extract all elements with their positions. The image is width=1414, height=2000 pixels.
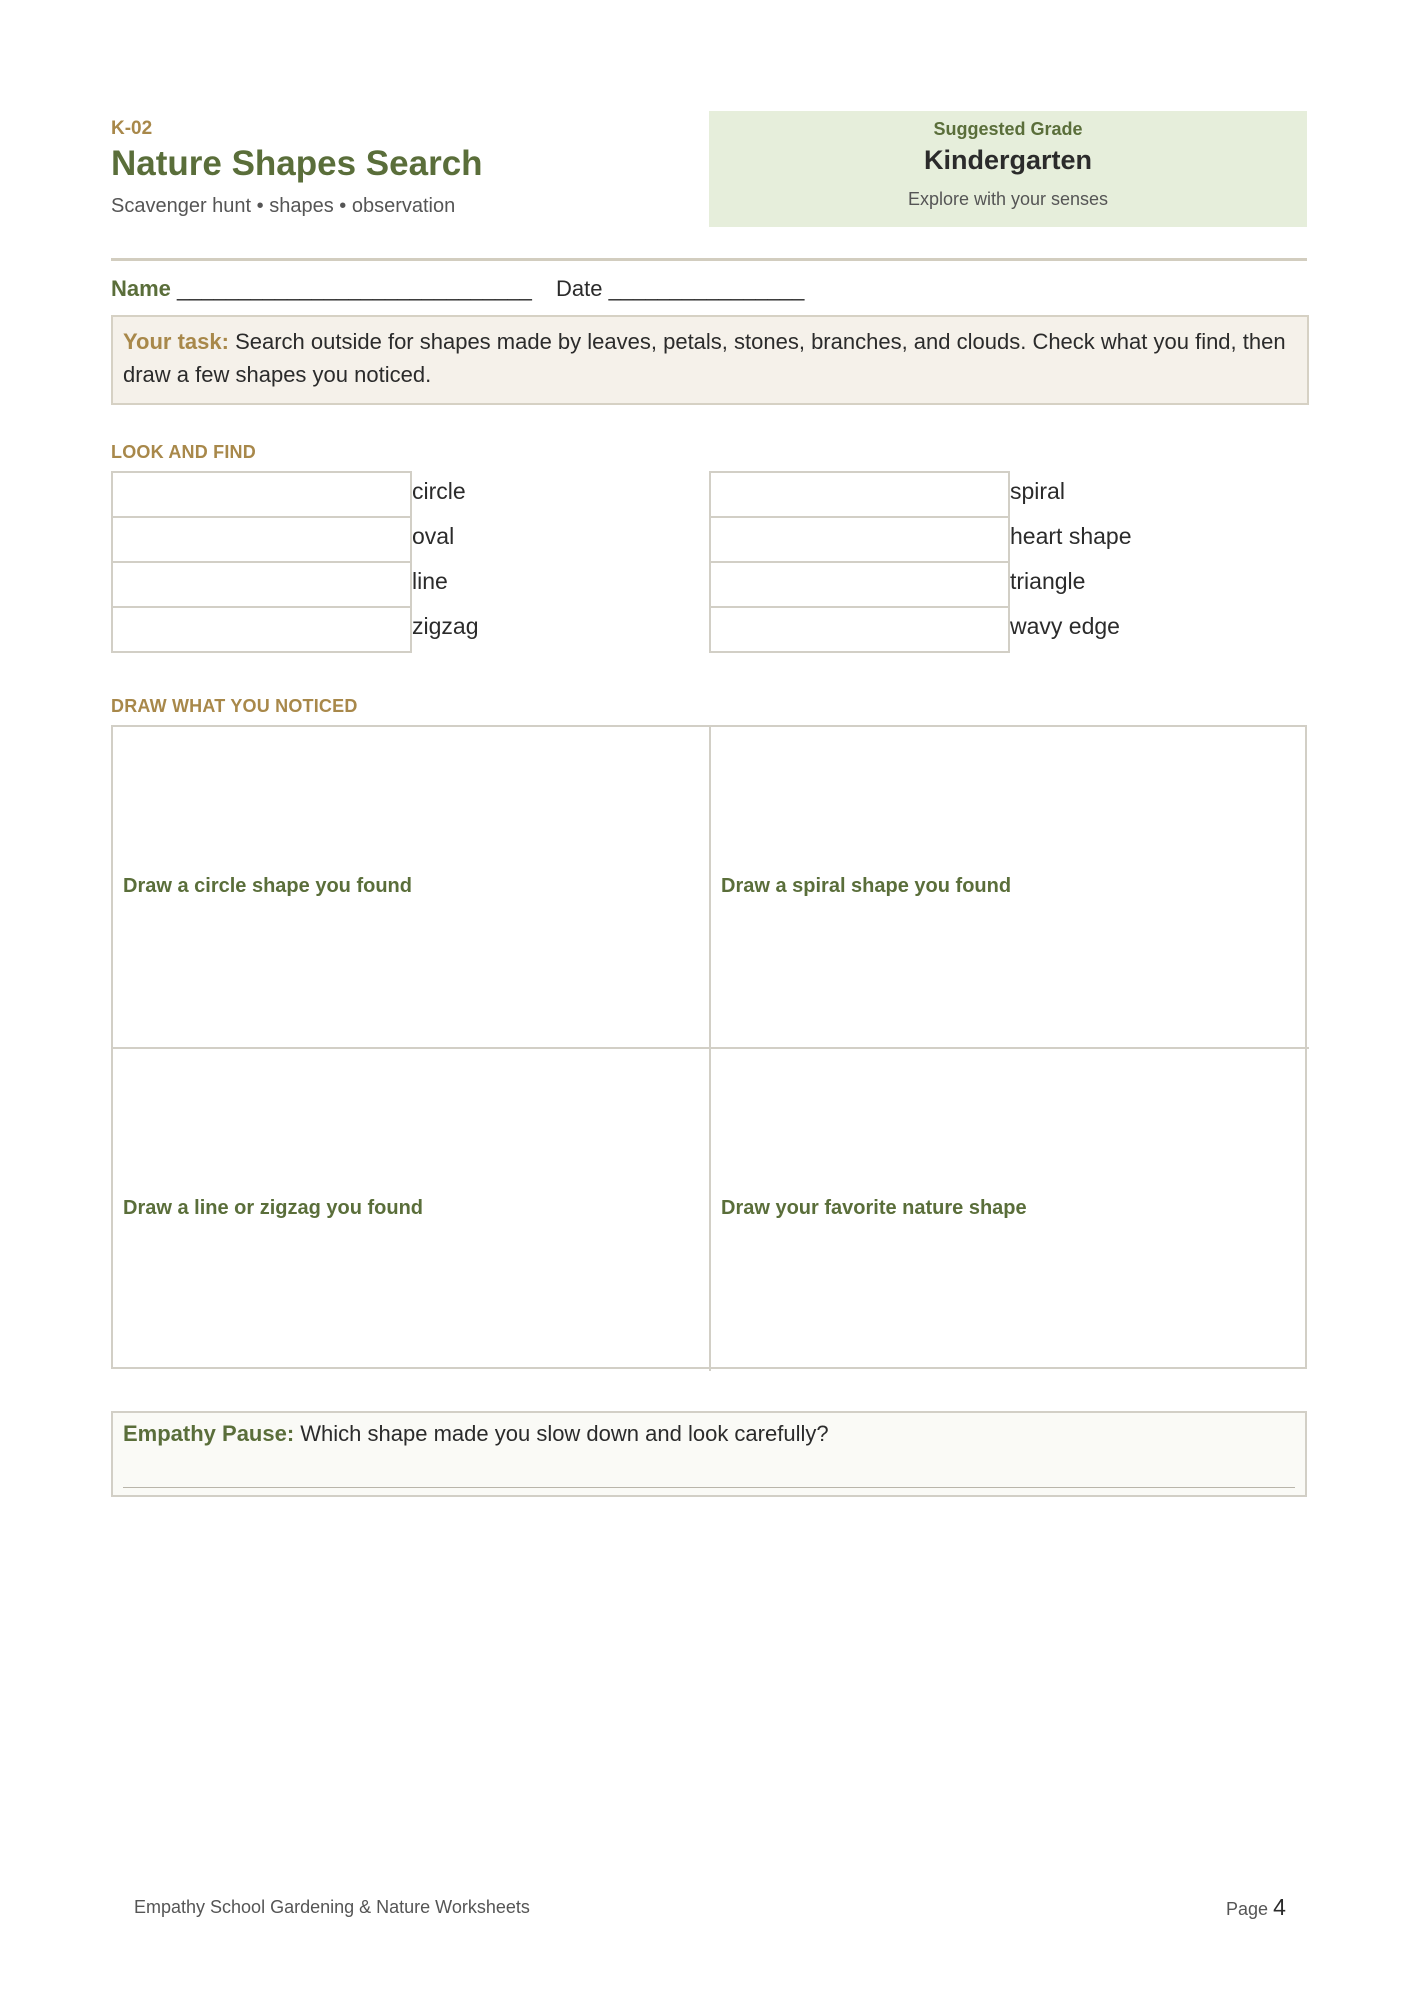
drawing-area-spiral[interactable] [711,727,1309,1049]
check-box[interactable] [111,516,412,563]
name-field[interactable]: _____________________________ [177,276,532,301]
date-label: Date [556,276,603,301]
drawing-area-line-zigzag[interactable] [113,1049,711,1371]
drawing-prompt: Draw a circle shape you found [123,875,412,897]
page-title: Nature Shapes Search [111,144,483,183]
check-box[interactable] [709,561,1010,608]
checklist-label: triangle [1010,568,1086,594]
checklist-label: line [412,568,448,594]
answer-line[interactable] [123,1487,1295,1488]
task-text: Search outside for shapes made by leaves, petals, stones, branches, and clouds. Check what you find, then draw a few shapes you noticed. [123,329,1286,387]
drawing-prompt: Draw a spiral shape you found [721,875,1012,897]
header-divider [111,258,1307,261]
drawing-area-favorite[interactable] [711,1049,1309,1371]
checklist-label: zigzag [412,613,479,639]
empathy-label: Empathy Pause: [123,1421,295,1446]
checklist-label: spiral [1010,478,1065,504]
check-box[interactable] [709,606,1010,653]
empathy-question [123,1421,829,1447]
checklist-label: heart shape [1010,523,1132,549]
checklist-label: circle [412,478,466,504]
look-and-find-heading: LOOK AND FIND [111,442,256,462]
grade-box [709,111,1307,227]
grade-note: Explore with your senses [907,189,1109,209]
check-box[interactable] [111,471,412,518]
page-label: Page [1226,1899,1269,1919]
check-box[interactable] [709,471,1010,518]
footer-publisher: Empathy School Gardening & Nature Worksheets [134,1897,530,1917]
page-subtitle: Scavenger hunt • shapes • observation [111,195,456,217]
drawing-prompt: Draw your favorite nature shape [721,1197,1027,1219]
draw-heading: DRAW WHAT YOU NOTICED [111,696,358,716]
date-field[interactable]: ________________ [608,276,805,301]
grade-value: Kindergarten [923,145,1093,175]
empathy-question-text: Which shape made you slow down and look carefully? [300,1421,829,1446]
worksheet-code: K-02 [111,118,153,139]
name-date-row [111,276,804,302]
grade-label: Suggested Grade [933,119,1083,139]
checklist-label: wavy edge [1010,613,1120,639]
task-box [111,315,1309,405]
page-number-value: 4 [1273,1894,1286,1920]
checklist-label: oval [412,523,455,549]
drawing-grid [111,725,1307,1369]
check-box[interactable] [709,516,1010,563]
drawing-area-circle[interactable] [113,727,711,1049]
check-box[interactable] [111,606,412,653]
task-label: Your task: [123,329,229,354]
empathy-pause-box [111,1411,1307,1497]
name-label: Name [111,276,171,301]
page-number [1226,1894,1286,1921]
check-box[interactable] [111,561,412,608]
drawing-prompt: Draw a line or zigzag you found [123,1197,424,1219]
